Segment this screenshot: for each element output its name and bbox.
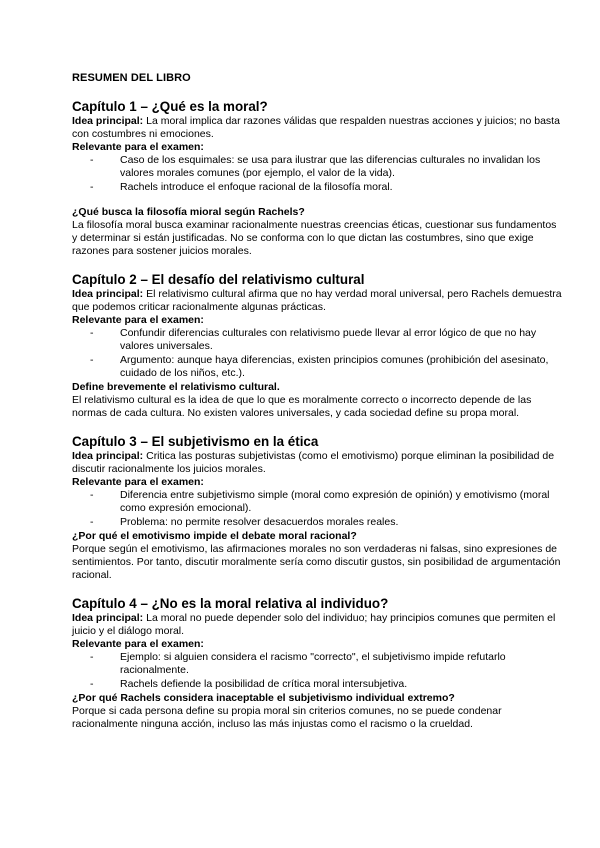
list-item: - Caso de los esquimales: se usa para ilustrar que las diferencias culturales no invalidan los valores morales comunes (por ejemplo, el valor de la vida). xyxy=(72,154,564,180)
list-item: - Rachels introduce el enfoque racional de la filosofía moral. xyxy=(72,181,564,194)
relevant-heading: Relevante para el examen: xyxy=(72,314,204,326)
main-idea xyxy=(72,115,564,141)
chapter-3 xyxy=(72,434,564,582)
bullet-list xyxy=(72,154,564,194)
main-idea xyxy=(72,612,564,638)
chapter-title: Capítulo 2 – El desafío del relativismo cultural xyxy=(72,272,365,287)
chapter-title: Capítulo 4 – ¿No es la moral relativa al individuo? xyxy=(72,596,389,611)
main-idea xyxy=(72,450,564,476)
main-idea-label: Idea principal: xyxy=(72,115,144,127)
review-question: ¿Por qué el emotivismo impide el debate moral racional? xyxy=(72,530,357,542)
list-item: - Confundir diferencias culturales con relativismo puede llevar al error lógico de que no hay valores universales. xyxy=(72,327,564,353)
review-answer: El relativismo cultural es la idea de que lo que es moralmente correcto o incorrecto depende de las normas de cada cultura. No existen valores universales, y cada sociedad define su propa moral. xyxy=(72,394,532,419)
list-item: - Rachels defiende la posibilidad de crítica moral intersubjetiva. xyxy=(72,678,564,691)
relevant-heading: Relevante para el examen: xyxy=(72,141,204,153)
main-idea-label: Idea principal: xyxy=(72,288,144,300)
main-idea-text: El relativismo cultural afirma que no hay verdad moral universal, pero Rachels demuestra que podemos criticar racionalmente algunas prácticas. xyxy=(72,288,562,313)
bullet-list xyxy=(72,651,564,691)
document-title: RESUMEN DEL LIBRO xyxy=(72,72,191,84)
main-idea-label: Idea principal: xyxy=(72,450,144,462)
chapter-title: Capítulo 3 – El subjetivismo en la ética xyxy=(72,434,319,449)
main-idea-label: Idea principal: xyxy=(72,612,144,624)
chapter-4 xyxy=(72,596,564,731)
main-idea-text: Critica las posturas subjetivistas (como el emotivismo) porque eliminan la posibilidad de discutir racionalmente los juicios morales. xyxy=(72,450,555,475)
chapter-title: Capítulo 1 – ¿Qué es la moral? xyxy=(72,99,268,114)
review-question: ¿Qué busca la filosofía mioral según Rachels? xyxy=(72,206,305,218)
review-question: ¿Por qué Rachels considera inaceptable el subjetivismo individual extremo? xyxy=(72,692,455,704)
review-answer: Porque según el emotivismo, las afirmaciones morales no son verdaderas ni falsas, sino expresiones de sentimientos. Por tanto, discutir moralmente sería como discutir gustos, sin posibilidad de argumentación racional. xyxy=(72,543,561,581)
bullet-list xyxy=(72,489,564,529)
review-answer: Porque si cada persona define su propia moral sin criterios comunes, no se puede condenar racionalmente ninguna acción, incluso las más injustas como el racismo o la crueldad. xyxy=(72,705,502,730)
list-item: - Ejemplo: si alguien considera el racismo "correcto", el subjetivismo impide refutarlo racionalmente. xyxy=(72,651,564,677)
chapter-1 xyxy=(72,99,564,258)
main-idea-text: La moral no puede depender solo del individuo; hay principios comunes que permiten el juicio y el diálogo moral. xyxy=(72,612,556,637)
main-idea xyxy=(72,288,564,314)
review-answer: La filosofía moral busca examinar racionalmente nuestras creencias éticas, cuestionar sus fundamentos y determinar si están justificadas. No se conforma con lo que dictan las costumbres, sino que exige razones para sostener juicios morales. xyxy=(72,219,557,257)
list-item: - Problema: no permite resolver desacuerdos morales reales. xyxy=(72,516,564,529)
bullet-list xyxy=(72,327,564,380)
list-item: - Diferencia entre subjetivismo simple (moral como expresión de opinión) y emotivismo (moral como expresión emocional). xyxy=(72,489,564,515)
list-item: - Argumento: aunque haya diferencias, existen principios comunes (prohibición del asesinato, cuidado de los niños, etc.). xyxy=(72,354,564,380)
main-idea-text: La moral implica dar razones válidas que respalden nuestras acciones y juicios; no basta con costumbres ni emociones. xyxy=(72,115,560,140)
chapter-2 xyxy=(72,272,564,420)
relevant-heading: Relevante para el examen: xyxy=(72,638,204,650)
relevant-heading: Relevante para el examen: xyxy=(72,476,204,488)
review-question: Define brevemente el relativismo cultural. xyxy=(72,381,280,393)
